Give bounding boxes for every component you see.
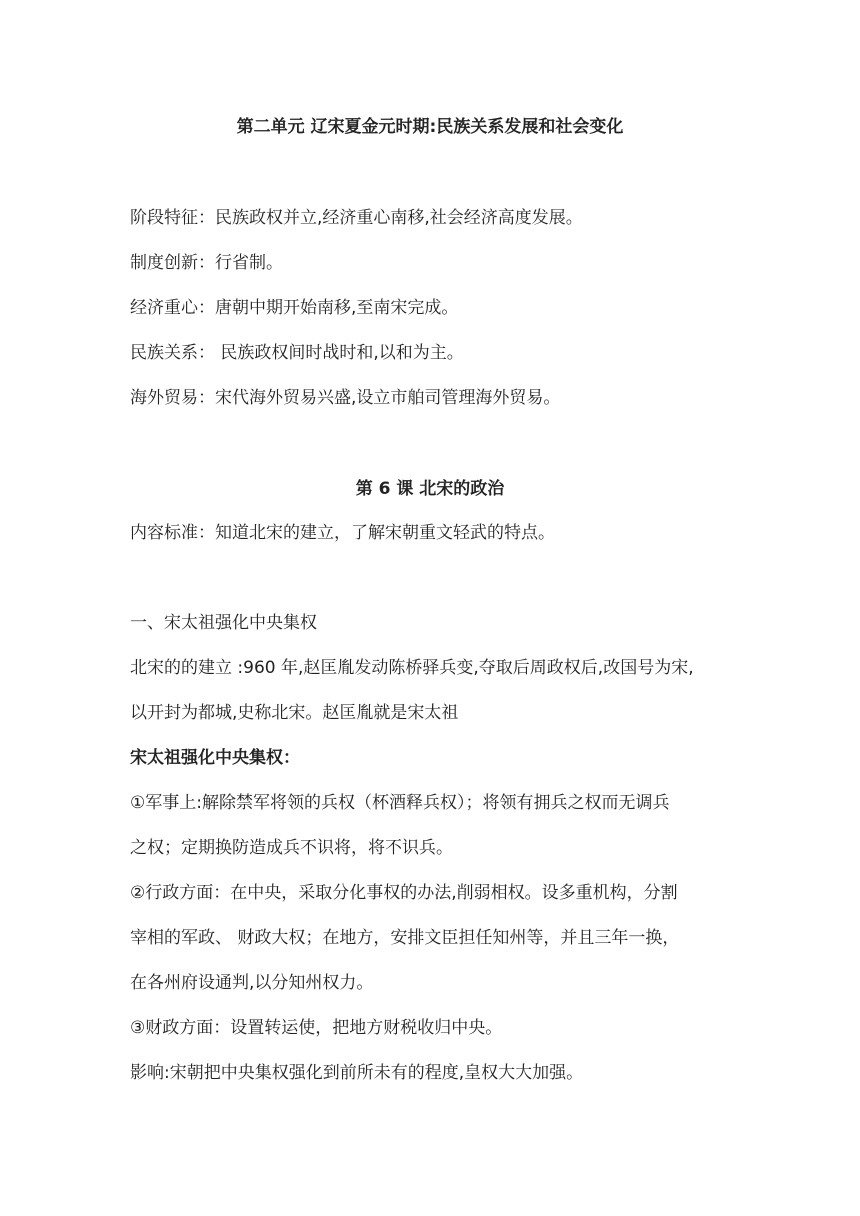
- content-standard-text: 内容标准：知道北宋的建立，了解宋朝重文轻武的特点。: [130, 523, 555, 543]
- admin-text-line-1: ②行政方面：在中央，采取分化事权的办法,削弱相权。设多重机构，分割: [130, 883, 678, 903]
- overseas-trade-text: 海外贸易：宋代海外贸易兴盛,设立市舶司管理海外贸易。: [130, 388, 561, 408]
- centralization-heading: 宋太祖强化中央集权：: [130, 748, 300, 768]
- stage-feature-text: 阶段特征：民族政权并立,经济重心南移,社会经济高度发展。: [130, 208, 583, 228]
- founding-text-line-1: 北宋的的建立 :960 年,赵匡胤发动陈桥驿兵变,夺取后周政权后,改国号为宋,: [130, 658, 694, 678]
- economic-center-text: 经济重心：唐朝中期开始南移,至南宋完成。: [130, 298, 459, 318]
- admin-text-line-2: 宰相的军政、 财政大权；在地方，安排文臣担任知州等，并且三年一换，: [130, 928, 680, 948]
- founding-text-line-2: 以开封为都城,史称北宋。赵匡胤就是宋太祖: [130, 703, 459, 723]
- military-text-line-1: ①军事上:解除禁军将领的兵权（杯酒释兵权）；将领有拥兵之权而无调兵: [130, 793, 670, 813]
- impact-text: 影响:宋朝把中央集权强化到前所未有的程度,皇权大大加强。: [130, 1063, 584, 1083]
- system-innovation-text: 制度创新：行省制。: [130, 253, 283, 273]
- lesson-title: 第 6 课 北宋的政治: [355, 479, 505, 499]
- ethnic-relations-text: 民族关系： 民族政权间时战时和,以和为主。: [130, 343, 464, 363]
- military-text-line-2: 之权；定期换防造成兵不识将，将不识兵。: [130, 838, 453, 858]
- unit-title: 第二单元 辽宋夏金元时期:民族关系发展和社会变化: [236, 117, 624, 137]
- finance-text: ③财政方面：设置转运使，把地方财税收归中央。: [130, 1018, 503, 1038]
- admin-text-line-3: 在各州府设通判,以分知州权力。: [130, 973, 374, 993]
- section-heading: 一、宋太祖强化中央集权: [130, 613, 317, 633]
